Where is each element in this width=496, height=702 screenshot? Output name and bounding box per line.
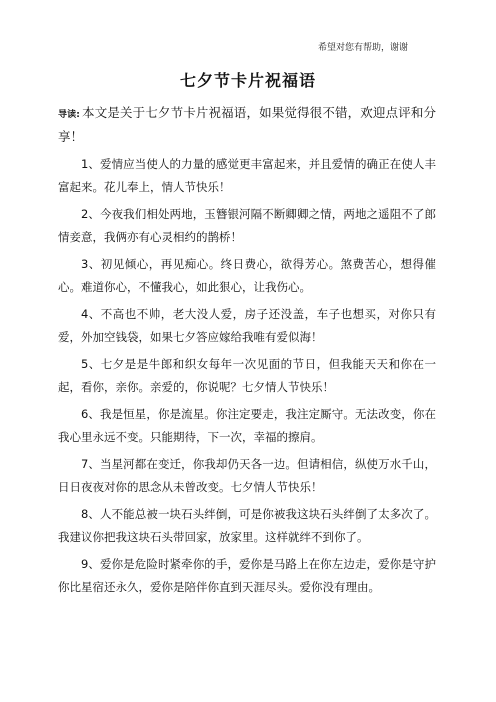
header-note: 希望对您有帮助，谢谢 — [317, 43, 408, 53]
blessing-paragraph-4: 4、不高也不帅，老大没人爱，房子还没盖，车子也想买，对你只有爱，外加空钱袋，如果七夕答应嫁给我唯有爱似海！ — [58, 307, 436, 344]
blessing-paragraph-6: 6、我是恒星，你是流星。你注定要走，我注定厮守。无法改变，你在我心里永远不变。只能期待，下一次，幸福的擦肩。 — [58, 407, 436, 444]
intro-label: 导读: — [58, 110, 80, 120]
intro-paragraph — [58, 102, 436, 148]
blessing-paragraph-2: 2、今夜我们相处两地，玉簪银河隔不断卿卿之情，两地之遥阻不了郎情妾意，我俩亦有心灵相约的鹊桥！ — [58, 207, 436, 244]
blessing-paragraph-7: 7、当星河都在变迁，你我却仍天各一边。但请相信，纵使万水千山，日日夜夜对你的思念从未曾改变。七夕情人节快乐！ — [58, 457, 436, 494]
intro-text: 本文是关于七夕节卡片祝福语，如果觉得很不错，欢迎点评和分享！ — [58, 105, 436, 144]
blessing-paragraph-3: 3、初见倾心，再见痴心。终日费心，欲得芳心。煞费苦心，想得催心。难道你心，不懂我心，如此狠心，让我伤心。 — [58, 257, 436, 294]
blessing-paragraph-1: 1、爱情应当使人的力量的感觉更丰富起来，并且爱情的确正在使人丰富起来。花儿奉上，情人节快乐！ — [58, 157, 436, 194]
blessing-paragraph-8: 8、人不能总被一块石头绊倒，可是你被我这块石头绊倒了太多次了。我建议你把我这块石头带回家，放家里。这样就绊不到你了。 — [58, 507, 436, 544]
page-title: 七夕节卡片祝福语 — [179, 71, 316, 90]
blessing-paragraph-9: 9、爱你是危险时紧牵你的手，爱你是马路上在你左边走，爱你是守护你比星宿还永久，爱你是陪伴你直到天涯尽头。爱你没有理由。 — [58, 557, 436, 594]
document-body — [58, 102, 436, 603]
blessing-paragraph-5: 5、七夕是是牛郎和织女每年一次见面的节日，但我能天天和你在一起，看你，亲你。亲爱的，你说呢？七夕情人节快乐！ — [58, 357, 436, 394]
